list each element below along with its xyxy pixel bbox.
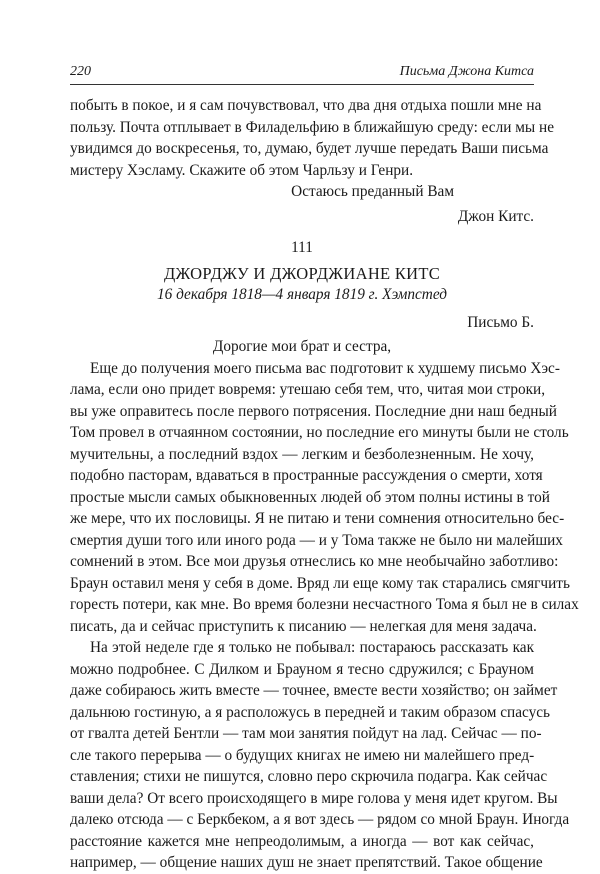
text-line: простые мысли самых обыкновенных людей об этом полны истины в той xyxy=(70,488,550,506)
text-line: же мере, что их пословицы. Я не питаю и тени сомнения относительно бес- xyxy=(70,510,565,527)
text-line: писать, да и сейчас приступить к писанию — нелегкая для меня задача. xyxy=(70,617,537,635)
closing-phrase: Остаюсь преданный Вам xyxy=(291,183,454,200)
intro-paragraph xyxy=(70,95,555,181)
text-line: дальнюю гостиную, а я расположусь в передней и таким образом спасусь xyxy=(70,703,550,721)
text-line: На этой неделе где я только не побывал: постараюсь рассказать как xyxy=(90,639,534,656)
text-line: сле такого перерыва — о будущих книгах не имею ни малейшего пред- xyxy=(70,746,535,764)
signature: Джон Китс. xyxy=(457,207,534,225)
page-body xyxy=(70,95,579,874)
text-line: смертия души того или иного рода — и у Тома также не было ни малейших xyxy=(70,531,563,549)
text-line: мистеру Хэсламу. Скажите об этом Чарльзу и Генри. xyxy=(70,161,414,179)
text-line: сомнений в этом. Все мои друзья отнеслись ко мне необычайно заботливо: xyxy=(70,553,559,570)
running-title: Письма Джона Китса xyxy=(399,64,534,79)
text-line: далеко отсюда — с Беркбеком, а я вот здесь — рядом со мной Браун. Иногда xyxy=(70,811,570,828)
text-line: ваши дела? От всего происходящего в мире голова у меня идет кругом. Вы xyxy=(70,789,558,807)
letter-greeting: Дорогие мои брат и сестра, xyxy=(212,338,392,355)
page-number: 220 xyxy=(70,64,91,79)
text-line: Том провел в отчаянном состоянии, но последние его минуты были не столь xyxy=(70,424,569,441)
text-line: побыть в покое, и я сам почувствовал, что два дня отдыха пошли мне на xyxy=(70,97,542,114)
text-line: Браун оставил меня у себя в доме. Вряд ли еще кому так старались смягчить xyxy=(70,574,570,592)
text-line: пользу. Почта отплывает в Филадельфию в ближайшую среду: если мы не xyxy=(70,118,555,136)
letter-subtitle: 16 декабря 1818—4 января 1819 г. Хэмпстед xyxy=(157,286,447,303)
paragraph-2 xyxy=(70,637,570,874)
letter-title: ДЖОРДЖУ И ДЖОРДЖИАНЕ КИТС xyxy=(163,263,441,283)
text-line: ставления; стихи не пишутся, словно перо скрючила подагра. Как сейчас xyxy=(70,768,548,785)
text-line: например, — общение наших душ не знает препятствий. Такое общение xyxy=(70,854,543,871)
text-line: мучительны, а последний вздох — легким и безболезненным. Не хочу, xyxy=(70,445,534,463)
letter-marker: Письмо Б. xyxy=(467,313,534,331)
text-line: вы уже оправитесь после первого потрясения. Последние дни наш бедный xyxy=(70,402,557,420)
letter-number: 111 xyxy=(291,239,313,256)
text-line: можно подробнее. С Дилком и Брауном я тесно сдружился; с Брауном xyxy=(70,660,534,678)
text-line: горесть потери, как мне. Во время болезни несчастного Тома я был не в силах xyxy=(70,596,579,613)
text-line: увидимся до воскресенья, то, думаю, будет лучше передать Ваши письма xyxy=(70,140,549,157)
text-line: даже собираюсь жить вместе — точнее, вместе вести хозяйство; он займет xyxy=(70,682,558,699)
text-line: Еще до получения моего письма вас подготовит к худшему письмо Хэс- xyxy=(90,359,560,377)
text-line: расстояние кажется мне непреодолимым, а иногда — вот как сейчас, xyxy=(70,832,534,850)
text-line: подобно пасторам, вдаваться в пространные рассуждения о смерти, хотя xyxy=(70,467,543,484)
running-header xyxy=(70,64,534,85)
paragraph-1 xyxy=(70,358,579,638)
text-line: от гвалта детей Бентли — там мои занятия пойдут на лад. Сейчас — по- xyxy=(70,725,542,742)
text-line: лама, если оно придет вовремя: утешаю себя тем, что, читая мои строки, xyxy=(70,381,546,398)
